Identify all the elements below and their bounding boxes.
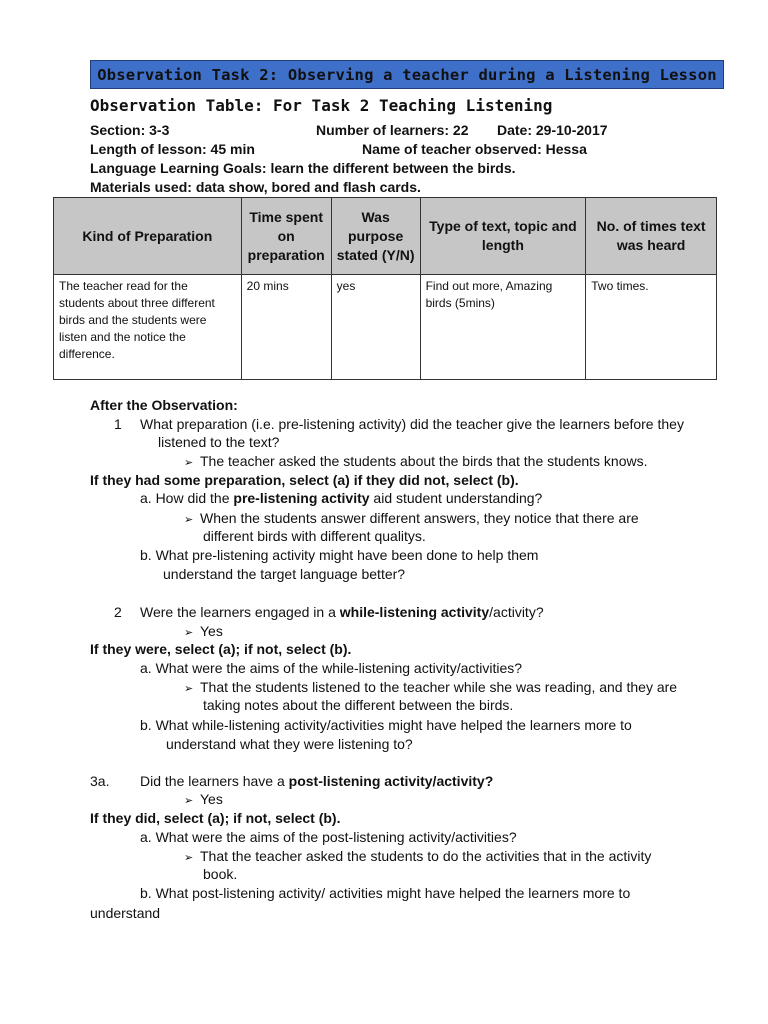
arrow-bullet-icon: ➢ <box>184 852 194 864</box>
question-1b-line-2: understand the target language better? <box>163 566 406 582</box>
question-2-number: 2 <box>114 604 122 620</box>
observation-table <box>53 197 717 380</box>
table-title: Observation Table: For Task 2 Teaching Listening <box>90 96 553 115</box>
question-1-number: 1 <box>114 416 122 432</box>
length-label: Length of lesson: 45 min <box>90 141 255 157</box>
question-3b-line-1: b. What post-listening activity/ activities might have helped the learners more to <box>140 885 631 901</box>
table-row <box>54 275 717 380</box>
question-3-select: If they did, select (a); if not, select (b). <box>90 810 341 826</box>
question-2b-line-2: understand what they were listening to? <box>166 736 413 752</box>
arrow-bullet-icon: ➢ <box>184 627 194 639</box>
question-1a: a. How did the pre-listening activity aid student understanding? <box>140 490 543 506</box>
answer-3a-line-2: book. <box>203 866 238 882</box>
arrow-bullet-icon: ➢ <box>184 795 194 807</box>
question-3: Did the learners have a post-listening activity/activity? <box>140 773 494 789</box>
cell-time-spent: 20 mins <box>241 275 331 380</box>
question-1b-line-1: b. What pre-listening activity might have been done to help them <box>140 547 539 563</box>
teacher-label: Name of teacher observed: Hessa <box>362 141 587 157</box>
cell-kind-of-preparation: The teacher read for the students about three different birds and the students were listen and the notice the difference. <box>54 275 242 380</box>
arrow-bullet-icon: ➢ <box>184 514 194 526</box>
cell-type-of-text: Find out more, Amazing birds (5mins) <box>420 275 586 380</box>
table-header-row <box>54 198 717 275</box>
answer-3: ➢ Yes <box>184 790 223 810</box>
question-3b-line-2: understand <box>90 905 161 921</box>
question-2a: a. What were the aims of the while-listening activity/activities? <box>140 660 523 676</box>
header-times-heard: No. of times text was heard <box>586 198 717 275</box>
arrow-bullet-icon: ➢ <box>184 457 194 469</box>
question-2: Were the learners engaged in a while-listening activity/activity? <box>140 604 544 620</box>
arrow-bullet-icon: ➢ <box>184 683 194 695</box>
question-3-number: 3a. <box>90 773 110 789</box>
header-kind-of-preparation: Kind of Preparation <box>54 198 242 275</box>
answer-3a-line-1: ➢ That the teacher asked the students to do the activities that in the activity <box>184 847 651 867</box>
after-observation-heading: After the Observation: <box>90 397 238 413</box>
question-1-select: If they had some preparation, select (a) if they did not, select (b). <box>90 472 519 488</box>
answer-1a-line-2: different birds with different qualitys. <box>203 528 426 544</box>
goals-label: Language Learning Goals: learn the different between the birds. <box>90 160 516 176</box>
section-label: Section: 3-3 <box>90 122 170 138</box>
answer-2a-line-1: ➢ That the students listened to the teacher while she was reading, and they are <box>184 678 677 698</box>
header-purpose-stated: Was purpose stated (Y/N) <box>331 198 420 275</box>
cell-purpose-stated: yes <box>331 275 420 380</box>
question-3a: a. What were the aims of the post-listening activity/activities? <box>140 829 517 845</box>
task-title: Observation Task 2: Observing a teacher during a Listening Lesson <box>97 65 717 84</box>
question-2b-line-1: b. What while-listening activity/activities might have helped the learners more to <box>140 717 632 733</box>
task-title-banner <box>90 60 724 89</box>
question-1-line-2: listened to the text? <box>158 434 280 450</box>
answer-2a-line-2: taking notes about the different between the birds. <box>203 697 514 713</box>
answer-1a-line-1: ➢ When the students answer different answers, they notice that there are <box>184 509 639 529</box>
cell-times-heard: Two times. <box>586 275 717 380</box>
header-time-spent: Time spent on preparation <box>241 198 331 275</box>
question-1-line-1: What preparation (i.e. pre-listening activity) did the teacher give the learners before they <box>140 416 684 432</box>
learners-label: Number of learners: 22 <box>316 122 469 138</box>
question-2-select: If they were, select (a); if not, select (b). <box>90 641 352 657</box>
answer-1: ➢ The teacher asked the students about the birds that the students knows. <box>184 452 648 472</box>
date-label: Date: 29-10-2017 <box>497 122 608 138</box>
header-type-of-text: Type of text, topic and length <box>420 198 586 275</box>
answer-2: ➢ Yes <box>184 622 223 642</box>
materials-label: Materials used: data show, bored and flash cards. <box>90 179 421 195</box>
